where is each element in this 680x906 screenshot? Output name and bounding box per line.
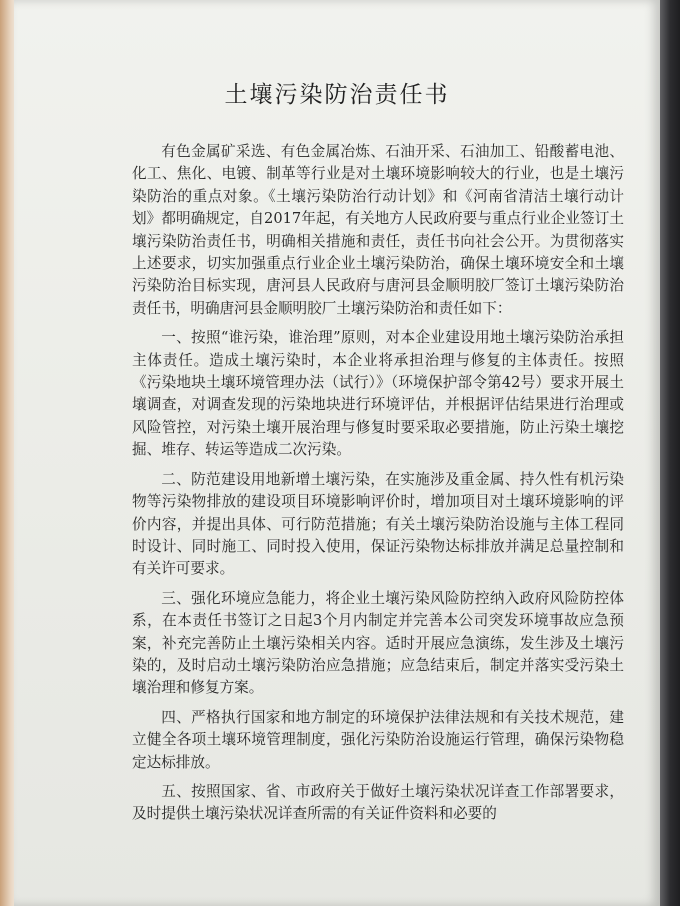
body-text (132, 141, 624, 826)
paragraph-intro: 有色金属矿采选、有色金属冶炼、石油开采、石油加工、铅酸蓄电池、化工、焦化、电镀、制革等行业是对土壤环境影响较大的行业，也是土壤污染防治的重点对象。《土壤污染防治行动计划》和《河南省清洁土壤行动计划》都明确规定，自2017年起，有关地方人民政府要与重点行业企业签订土壤污染防治责任书，明确相关措施和责任，责任书向社会公开。为贯彻落实上述要求，切实加强重点行业企业土壤污染防治，确保土壤环境安全和土壤污染防治目标实现，唐河县人民政府与唐河县金顺明胶厂签订土壤污染防治责任书，明确唐河县金顺明胶厂土壤污染防治和责任如下： (132, 143, 624, 317)
paragraph-clause-5: 五、按照国家、省、市政府关于做好土壤污染状况详查工作部署要求，及时提供土壤污染状况详查所需的有关证件资料和必要的 (132, 782, 624, 823)
paragraph-clause-2: 二、防范建设用地新增土壤污染，在实施涉及重金属、持久性有机污染物等污染物排放的建设项目环境影响评价时，增加项目对土壤环境影响的评价内容，并提出具体、可行防范措施；有关土壤污染防治设施与主体工程同时设计、同时施工、同时投入使用，保证污染物达标排放并满足总量控制和有关许可要求。 (132, 470, 624, 578)
page-title: 土壤污染防治责任书 (224, 82, 450, 108)
paragraph-clause-4: 四、严格执行国家和地方制定的环境保护法律法规和有关技术规范，建立健全各项土壤环境管理制度，强化污染防治设施运行管理，确保污染物稳定达标排放。 (132, 708, 624, 771)
paragraph-clause-3: 三、强化环境应急能力，将企业土壤污染风险防控纳入政府风险防控体系，在本责任书签订之日起3个月内制定并完善本公司突发环境事故应急预案，补充完善防止土壤污染相关内容。适时开展应急演练，发生涉及土壤污染的，及时启动土壤污染防治应急措施；应急结束后，制定并落实受污染土壤治理和修复方案。 (132, 589, 624, 697)
background-surface (658, 0, 680, 906)
paragraph-clause-1: 一、按照“谁污染，谁治理”原则，对本企业建设用地土壤污染防治承担主体责任。造成土壤污染时，本企业将承担治理与修复的主体责任。按照《污染地块土壤环境管理办法（试行）》（环境保护部令第42号）要求开展土壤调查，对调查发现的污染地块进行环境评估，并根据评估结果进行治理或风险管控，对污染土壤开展治理与修复时要采取必要措施，防止污染土壤挖掘、堆存、转运等造成二次污染。 (132, 329, 624, 459)
document-page (14, 0, 660, 906)
